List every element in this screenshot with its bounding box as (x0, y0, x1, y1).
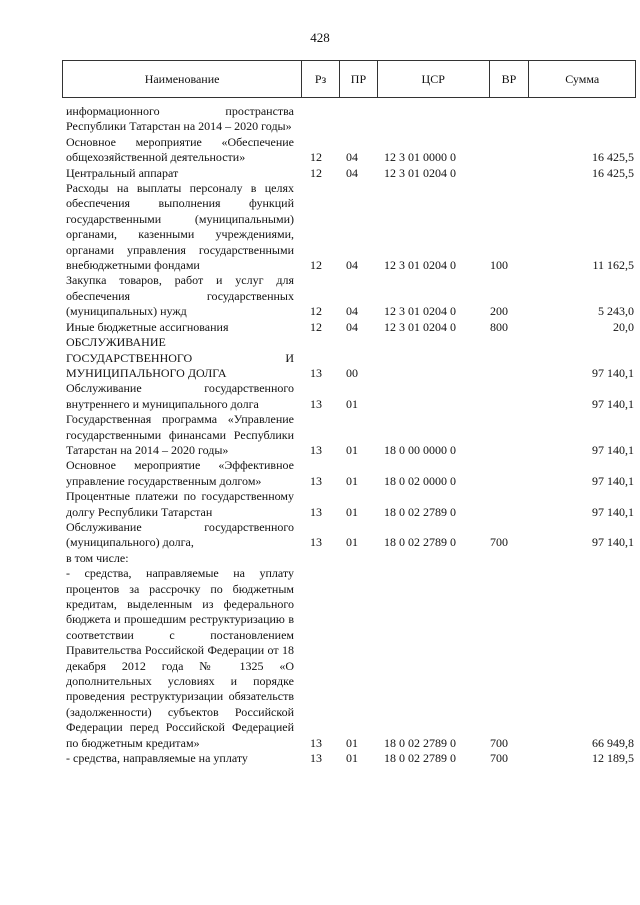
table-row (62, 273, 636, 319)
row-csr: 12 3 01 0204 0 (384, 304, 456, 319)
row-sum: 97 140,1 (592, 442, 634, 457)
row-vr (486, 135, 526, 166)
row-vr (486, 381, 526, 412)
row-name: информационного пространства Республики Татарстан на 2014 – 2020 годы» (66, 104, 294, 134)
row-sum: 20,0 (613, 319, 634, 334)
table-row (62, 551, 636, 566)
row-name: в том числе: (66, 550, 129, 565)
row-csr: 18 0 02 0000 0 (384, 473, 456, 488)
row-rz: 13 (310, 504, 322, 519)
row-vr (486, 551, 526, 566)
row-rz: 12 (310, 319, 322, 334)
row-sum: 16 425,5 (592, 165, 634, 180)
row-rz: 12 (310, 258, 322, 273)
row-vr (486, 335, 526, 381)
row-name: Основное мероприятие «Обеспечение общехозяйственной деятельности» (66, 134, 294, 165)
row-csr: 12 3 01 0000 0 (384, 150, 456, 165)
table-row (62, 381, 636, 412)
row-vr: 700 (490, 735, 508, 750)
row-pr: 04 (346, 165, 358, 180)
row-name: Процентные платежи по государственному долгу Республики Татарстан (66, 489, 294, 519)
table-row (62, 751, 636, 766)
row-vr: 800 (490, 319, 508, 334)
header-vr: ВР (490, 61, 530, 97)
row-name: Обслуживание государственного внутреннего и муниципального долга (66, 381, 294, 411)
row-rz (294, 551, 340, 566)
page-number: 428 (310, 30, 330, 45)
row-vr: 700 (490, 751, 508, 766)
row-sum: 5 243,0 (598, 304, 634, 319)
row-pr: 04 (346, 150, 358, 165)
row-sum: 97 140,1 (592, 365, 634, 380)
row-sum (526, 104, 636, 135)
row-pr (340, 551, 378, 566)
row-csr (378, 381, 486, 412)
row-sum: 97 140,1 (592, 473, 634, 488)
row-vr (486, 166, 526, 181)
row-rz (294, 104, 340, 135)
row-pr: 01 (346, 535, 358, 550)
table-row (62, 458, 636, 489)
row-sum (526, 551, 636, 566)
row-csr (378, 335, 486, 381)
row-pr: 04 (346, 304, 358, 319)
table-row (62, 412, 636, 458)
table-row (62, 166, 636, 181)
row-pr (340, 104, 378, 135)
row-csr: 12 3 01 0204 0 (384, 165, 456, 180)
header-pr: ПР (340, 61, 378, 97)
row-vr (486, 458, 526, 489)
row-rz: 13 (310, 735, 322, 750)
table-row (62, 335, 636, 381)
row-rz: 12 (310, 304, 322, 319)
row-csr: 12 3 01 0204 0 (384, 258, 456, 273)
row-vr (486, 489, 526, 520)
row-name: - средства, направляемые на уплату (66, 751, 248, 766)
row-name: Обслуживание государственного (муниципального) долга, (66, 519, 294, 550)
row-csr (378, 104, 486, 135)
row-sum: 97 140,1 (592, 504, 634, 519)
row-name: - средства, направляемые на уплату процентов за рассрочку по бюджетным кредитам, выделенным из федерального бюджета и прошедшим реструктуризацию в соответствии с постановлением Правительства Российской Федерации от 18 декабря 2012 года № 1325 «О дополнительных условиях и порядке проведения реструктуризации обязательств (задолженности) субъектов Российской Федерации перед Российской Федерацией по бюджетным кредитам» (66, 566, 294, 750)
row-name: Центральный аппарат (66, 165, 179, 180)
table-row (62, 104, 636, 135)
row-sum: 97 140,1 (592, 396, 634, 411)
row-rz: 13 (310, 365, 322, 380)
row-csr: 18 0 02 2789 0 (384, 751, 456, 766)
row-csr: 18 0 02 2789 0 (384, 735, 456, 750)
table-row (62, 320, 636, 335)
row-rz: 13 (310, 535, 322, 550)
row-name: Иные бюджетные ассигнования (66, 319, 229, 334)
row-vr (486, 412, 526, 458)
table-row (62, 566, 636, 751)
table-row (62, 181, 636, 273)
row-vr: 700 (490, 535, 508, 550)
row-sum: 66 949,8 (592, 735, 634, 750)
row-sum: 97 140,1 (592, 535, 634, 550)
row-pr: 01 (346, 504, 358, 519)
row-csr (378, 551, 486, 566)
row-rz: 12 (310, 165, 322, 180)
row-csr: 18 0 00 0000 0 (384, 442, 456, 457)
row-sum: 16 425,5 (592, 150, 634, 165)
row-name: Закупка товаров, работ и услуг для обеспечения государственных (муниципальных) нужд (66, 273, 294, 319)
row-pr: 01 (346, 751, 358, 766)
table-row (62, 489, 636, 520)
table-row (62, 520, 636, 551)
row-name: Государственная программа «Управление государственными финансами Республики Татарстан на 2014 – 2020 годы» (66, 412, 294, 457)
row-vr (486, 104, 526, 135)
header-csr: ЦСР (378, 61, 490, 97)
row-pr: 01 (346, 442, 358, 457)
row-rz: 13 (310, 396, 322, 411)
row-rz: 13 (310, 442, 322, 457)
row-pr: 04 (346, 258, 358, 273)
row-csr: 18 0 02 2789 0 (384, 504, 456, 519)
row-csr: 12 3 01 0204 0 (384, 319, 456, 334)
table-header (62, 60, 636, 98)
row-pr: 01 (346, 396, 358, 411)
row-vr: 100 (490, 258, 508, 273)
row-rz: 13 (310, 473, 322, 488)
header-rz: Рз (302, 61, 340, 97)
row-vr: 200 (490, 304, 508, 319)
row-pr: 01 (346, 473, 358, 488)
row-csr: 18 0 02 2789 0 (384, 535, 456, 550)
row-name: Расходы на выплаты персоналу в целях обеспечения выполнения функций государственными (муниципальными) органами, казенными учреждениями, органами управления государственными внебюджетными фондами (66, 181, 294, 273)
row-name: ОБСЛУЖИВАНИЕ ГОСУДАРСТВЕННОГО И МУНИЦИПАЛЬНОГО ДОЛГА (66, 335, 294, 380)
header-name: Наименование (63, 61, 302, 97)
row-sum: 12 189,5 (592, 751, 634, 766)
row-pr: 01 (346, 735, 358, 750)
row-name: Основное мероприятие «Эффективное управление государственным долгом» (66, 458, 294, 488)
header-sum: Сумма (565, 71, 600, 86)
table-row (62, 135, 636, 166)
row-pr: 04 (346, 319, 358, 334)
table-body (62, 104, 636, 766)
row-sum: 11 162,5 (592, 258, 634, 273)
row-rz: 12 (310, 150, 322, 165)
row-rz: 13 (310, 751, 322, 766)
row-pr: 00 (346, 365, 358, 380)
